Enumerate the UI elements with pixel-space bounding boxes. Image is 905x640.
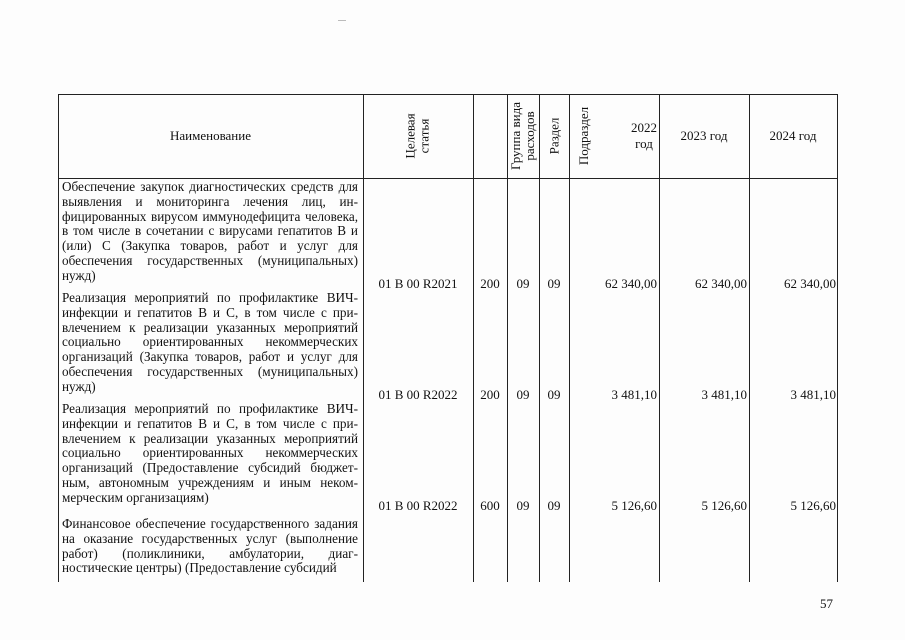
page-number: 57 [820, 596, 833, 611]
row-1-2022: 62 340,00 [605, 276, 657, 291]
row-1-subsection: 09 [547, 276, 561, 291]
header-target-label: Целевая статья [402, 113, 432, 159]
header-group-label: Группа вида расходов [508, 102, 538, 170]
row-3-subsection: 09 [547, 498, 561, 513]
header-group [507, 94, 539, 178]
row-1-2023: 62 340,00 [695, 276, 747, 291]
header-2024-label: 2024 год [769, 128, 817, 143]
header-name [58, 94, 363, 178]
header-subsection-label: Подраздел [576, 106, 592, 166]
row-2-2024: 3 481,10 [790, 387, 836, 402]
header-target [363, 94, 473, 178]
row-2-2023: 3 481,10 [701, 387, 747, 402]
row-2-name: Реализация мероприятий по профилактике ВИЧ-инфекции и гепатитов В и С, в том числе с привлечением к реализации указанных мероприятий социально ориентированных некоммерческих организаций (Закупка товаров, работ и услуг для обеспечения государственных (муниципальных) нужд) [62, 290, 358, 394]
budget-table [58, 94, 838, 582]
header-2023 [659, 94, 749, 178]
header-2023-label: 2023 год [680, 128, 728, 143]
row-2-subsection: 09 [547, 387, 561, 402]
row-2-2022: 3 481,10 [611, 387, 657, 402]
header-2022-label: 2022 год [631, 120, 657, 151]
row-3-name: Реализация мероприятий по профилактике ВИЧ-инфекции и гепатитов В и С, в том числе с привлечением к реализации указанных мероприятий социально ориентированных некоммерческих организаций (Предоставление субсидий бюджетным, автономным учреждениям и иным некоммерческим организациям) [62, 401, 358, 505]
row-3-2024: 5 126,60 [790, 498, 836, 513]
header-2024 [749, 94, 837, 178]
scan-mark [338, 20, 346, 21]
header-section-label: Раздел [546, 117, 561, 155]
header-name-label: Наименование [170, 128, 251, 143]
row-1-target: 01 В 00 R2021 [378, 276, 458, 291]
row-3-target: 01 В 00 R2022 [378, 498, 458, 513]
header-section [539, 94, 569, 178]
col-border-right [837, 94, 838, 582]
row-4-name: Финансовое обеспечение государственного задания на оказание государственных услуг (выполнение работ) (поликлиники, амбулатории, диагностические центры) (Предоставление субсидий [62, 516, 358, 576]
row-3-2022: 5 126,60 [611, 498, 657, 513]
row-1-2024: 62 340,00 [784, 276, 836, 291]
row-1-name: Обеспечение закупок диагностических средств для выявления и мониторинга лечения лиц, инфицированных вирусом иммунодефицита человека, в том числе в сочетании с вирусами гепатитов В и (или) С (Закупка товаров, работ и услуг для обеспечения государственных (муниципальных) нужд) [62, 179, 358, 283]
row-2-target: 01 В 00 R2022 [378, 387, 458, 402]
row-3-group: 600 [480, 498, 500, 513]
row-2-group: 200 [480, 387, 500, 402]
header-2022 [569, 94, 659, 178]
row-3-2023: 5 126,60 [701, 498, 747, 513]
row-1-group: 200 [480, 276, 500, 291]
row-2-section: 09 [516, 387, 530, 402]
row-1-section: 09 [516, 276, 530, 291]
row-3-section: 09 [516, 498, 530, 513]
